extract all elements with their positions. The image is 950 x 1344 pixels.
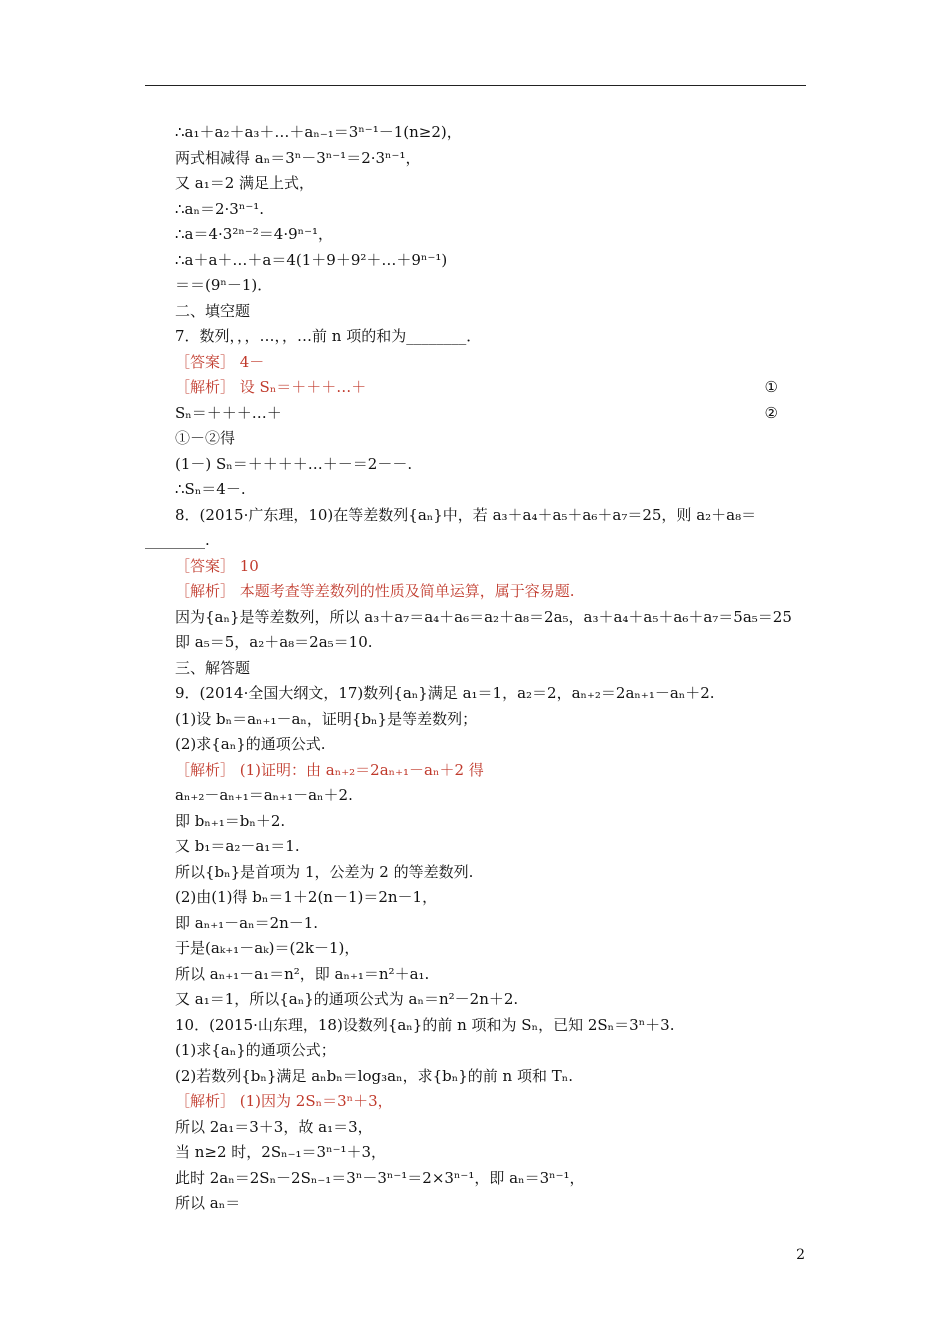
text-line: ∴a＝4·3²ⁿ⁻²＝4·9ⁿ⁻¹，: [175, 225, 334, 243]
text-line: 两式相减得 aₙ＝3ⁿ－3ⁿ⁻¹＝2·3ⁿ⁻¹，: [175, 148, 421, 167]
question-7: 7．数列，，，…，，…前 n 项的和为________．: [175, 327, 482, 345]
text-line: aₙ₊₂－aₙ₊₁＝aₙ₊₁－aₙ＋2.: [175, 786, 353, 804]
equation-mark-2: ②: [764, 403, 778, 422]
document-body: [145, 120, 806, 1217]
text-line: 所以 aₙ＝: [175, 1194, 241, 1212]
text-line: (2)求{aₙ}的通项公式.: [175, 735, 326, 753]
section-heading: 二、填空题: [175, 301, 251, 320]
text-line: 所以 2a₁＝3＋3，故 a₁＝3，: [175, 1117, 373, 1136]
solution-line: [145, 375, 806, 401]
question-9: 9．(2014·全国大纲文，17)数列{aₙ}满足 a₁＝1，a₂＝2，aₙ₊₂＝2aₙ₊₁－aₙ＋2.: [175, 684, 715, 702]
text-line: 所以 aₙ₊₁－a₁＝n²，即 aₙ₊₁＝n²＋a₁.: [175, 964, 430, 983]
equation-mark-1: ①: [764, 378, 778, 396]
section-heading: 三、解答题: [175, 658, 251, 677]
question-10: 10．(2015·山东理，18)设数列{aₙ}的前 n 项和为 Sₙ，已知 2Sₙ＝3ⁿ＋3.: [175, 1015, 675, 1034]
text-line: ∴Sₙ＝4－.: [175, 480, 246, 498]
text-line: ∴a＋a＋…＋a＝4(1＋9＋9²＋…＋9ⁿ⁻¹): [175, 250, 448, 269]
text-line: (2)由(1)得 bₙ＝1＋2(n－1)＝2n－1，: [175, 888, 438, 906]
analysis-text: ［解析］ 设 Sₙ＝＋＋＋…＋: [175, 378, 367, 396]
equation-text: Sₙ＝＋＋＋…＋: [175, 403, 282, 422]
answer-label: ［答案］ 10: [175, 556, 259, 575]
text-line: ∴a₁＋a₂＋a₃＋…＋aₙ₋₁＝3ⁿ⁻¹－1(n≥2)，: [175, 123, 462, 141]
text-line: 又 a₁＝2 满足上式，: [175, 174, 315, 192]
analysis-line: ［解析］ 本题考查等差数列的性质及简单运算，属于容易题.: [175, 582, 575, 600]
text-line: 此时 2aₙ＝2Sₙ－2Sₙ₋₁＝3ⁿ－3ⁿ⁻¹＝2×3ⁿ⁻¹，即 aₙ＝3ⁿ⁻¹，: [175, 1168, 585, 1187]
text-line: 即 bₙ₊₁＝bₙ＋2.: [175, 811, 286, 830]
text-line: 因为{aₙ}是等差数列，所以 a₃＋a₇＝a₄＋a₆＝a₂＋a₈＝2a₅，a₃＋a₄＋a₅＋a₆＋a₇＝5a₅＝25: [175, 607, 792, 626]
text-line: (1－) Sₙ＝＋＋＋＋…＋－＝2－－.: [175, 454, 413, 473]
page-number: 2: [796, 1247, 805, 1263]
question-8: 8．(2015·广东理，10)在等差数列{aₙ}中，若 a₃＋a₄＋a₅＋a₆＋a₇＝25，则 a₂＋a₈＝: [175, 505, 757, 524]
solution-line: [145, 401, 806, 427]
answer-blank: ________.: [145, 531, 210, 549]
text-line: ①－②得: [175, 429, 236, 447]
text-line: 当 n≥2 时，2Sₙ₋₁＝3ⁿ⁻¹＋3，: [175, 1143, 387, 1161]
text-line: (1)求{aₙ}的通项公式；: [175, 1041, 336, 1059]
text-line: ＝＝(9ⁿ－1)．: [175, 276, 273, 294]
text-line: (1)设 bₙ＝aₙ₊₁－aₙ，证明{bₙ}是等差数列；: [175, 709, 478, 728]
text-line: 即 aₙ₊₁－aₙ＝2n－1.: [175, 913, 319, 932]
text-line: 又 a₁＝1，所以{aₙ}的通项公式为 aₙ＝n²－2n＋2.: [175, 990, 519, 1008]
analysis-line: ［解析］ (1)证明：由 aₙ₊₂＝2aₙ₊₁－aₙ＋2 得: [175, 760, 484, 779]
text-line: 于是(aₖ₊₁－aₖ)＝(2k－1)，: [175, 939, 360, 957]
header-rule: [145, 85, 806, 86]
answer-label: ［答案］ 4－: [175, 352, 265, 371]
text-line: (2)若数列{bₙ}满足 aₙbₙ＝log₃aₙ，求{bₙ}的前 n 项和 Tₙ.: [175, 1066, 573, 1085]
text-line: 所以{bₙ}是首项为 1，公差为 2 的等差数列.: [175, 862, 474, 881]
text-line: ∴aₙ＝2·3ⁿ⁻¹.: [175, 199, 265, 218]
text-line: 即 a₅＝5，a₂＋a₈＝2a₅＝10.: [175, 633, 373, 651]
analysis-line: ［解析］ (1)因为 2Sₙ＝3ⁿ＋3，: [175, 1092, 393, 1110]
text-line: 又 b₁＝a₂－a₁＝1.: [175, 837, 300, 855]
